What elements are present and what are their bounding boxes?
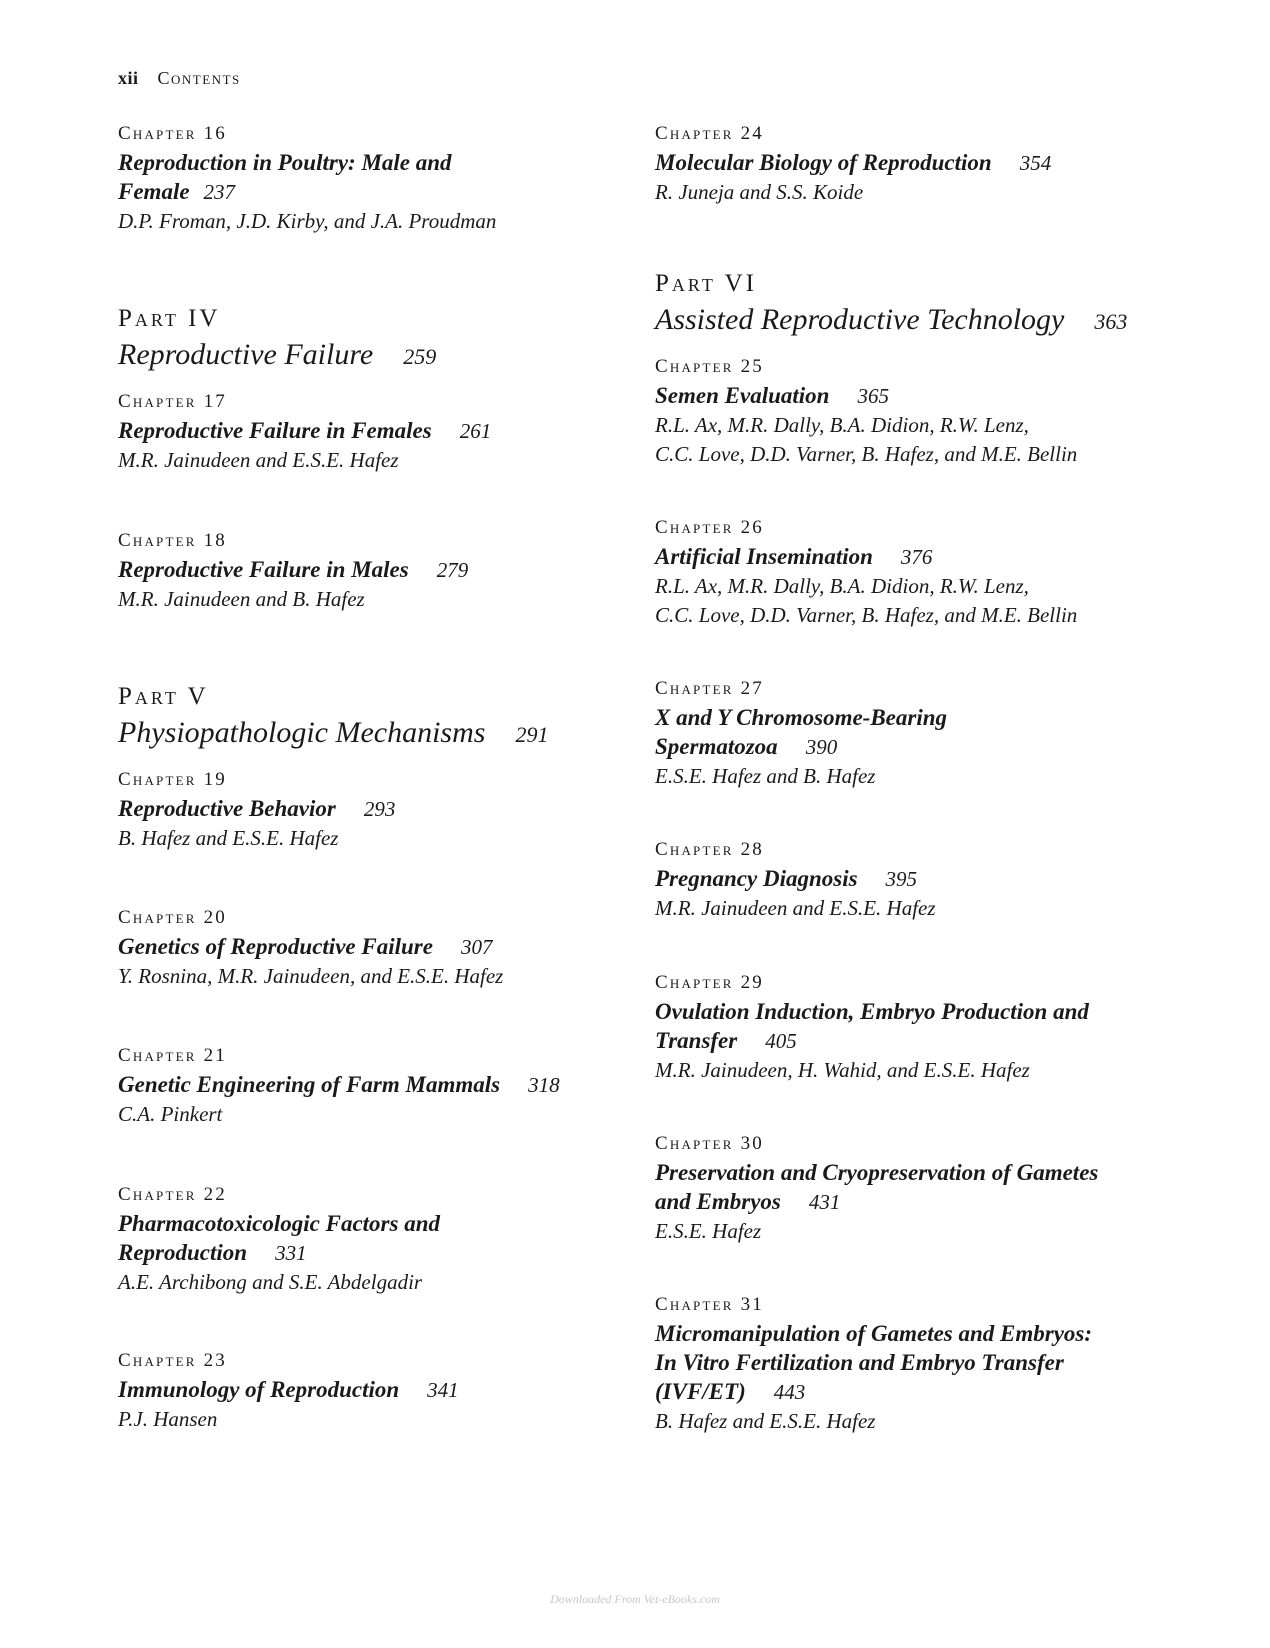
chapter-title-line: Micromanipulation of Gametes and Embryos: bbox=[655, 1321, 1093, 1346]
chapter-label: Chapter 29 bbox=[655, 972, 764, 993]
chapter-authors: M.R. Jainudeen and B. Hafez bbox=[118, 587, 365, 611]
chapter-26-entry bbox=[655, 514, 1175, 630]
page-number: 307 bbox=[460, 935, 493, 959]
page-number: 376 bbox=[900, 545, 933, 569]
chapter-title-line: Spermatozoa bbox=[655, 734, 778, 759]
chapter-authors: R. Juneja and S.S. Koide bbox=[655, 180, 864, 204]
page-number: 237 bbox=[203, 180, 236, 204]
chapter-17-entry bbox=[118, 388, 618, 475]
chapter-label: Chapter 17 bbox=[118, 391, 227, 412]
chapter-title bbox=[118, 1375, 618, 1405]
chapter-title-line: Reproduction in Poultry: Male and bbox=[118, 150, 452, 175]
chapter-title-line: Preservation and Cryopreservation of Gametes bbox=[655, 1160, 1099, 1185]
chapter-title-text: Reproductive Behavior bbox=[118, 796, 336, 821]
chapter-28-entry bbox=[655, 836, 1175, 923]
chapter-title bbox=[655, 381, 1175, 411]
chapter-title bbox=[655, 997, 1175, 1056]
chapter-authors: A.E. Archibong and S.E. Abdelgadir bbox=[118, 1270, 423, 1294]
chapter-title-line: Female bbox=[118, 179, 190, 204]
chapter-label: Chapter 21 bbox=[118, 1045, 227, 1066]
chapter-title-text: Reproductive Failure in Females bbox=[118, 418, 432, 443]
chapter-label: Chapter 19 bbox=[118, 769, 227, 790]
chapter-title-text: Pregnancy Diagnosis bbox=[655, 866, 858, 891]
part-title-text: Physiopathologic Mechanisms bbox=[118, 716, 486, 749]
chapter-authors: C.A. Pinkert bbox=[118, 1102, 223, 1126]
part-6-entry bbox=[655, 268, 1175, 342]
chapter-title-line: X and Y Chromosome-Bearing bbox=[655, 705, 948, 730]
page-number: 390 bbox=[805, 735, 838, 759]
chapter-label: Chapter 23 bbox=[118, 1350, 227, 1371]
part-title-text: Assisted Reproductive Technology bbox=[655, 303, 1065, 336]
chapter-22-entry bbox=[118, 1181, 618, 1297]
chapter-authors: B. Hafez and E.S.E. Hafez bbox=[118, 826, 339, 850]
chapter-title-text: Semen Evaluation bbox=[655, 383, 830, 408]
part-title bbox=[118, 713, 618, 755]
page-number: 259 bbox=[403, 344, 437, 369]
chapter-29-entry bbox=[655, 969, 1175, 1085]
chapter-title bbox=[655, 148, 1175, 178]
chapter-authors: Y. Rosnina, M.R. Jainudeen, and E.S.E. Hafez bbox=[118, 964, 504, 988]
chapter-label: Chapter 18 bbox=[118, 530, 227, 551]
chapter-title bbox=[655, 1319, 1175, 1407]
part-title bbox=[655, 300, 1175, 342]
chapter-title bbox=[118, 932, 618, 962]
page-number: 395 bbox=[885, 867, 918, 891]
page-number: 261 bbox=[459, 419, 492, 443]
chapter-label: Chapter 28 bbox=[655, 839, 764, 860]
chapter-27-entry bbox=[655, 675, 1175, 791]
page-number: 405 bbox=[765, 1029, 797, 1053]
chapter-title bbox=[655, 864, 1175, 894]
chapter-title-text: Genetics of Reproductive Failure bbox=[118, 934, 433, 959]
page-number: 331 bbox=[275, 1241, 307, 1265]
chapter-authors-line: R.L. Ax, M.R. Dally, B.A. Didion, R.W. Lenz, bbox=[655, 574, 1029, 598]
part-title-text: Reproductive Failure bbox=[118, 338, 374, 371]
running-head bbox=[118, 68, 241, 89]
part-label: Part VI bbox=[655, 270, 758, 297]
page-number: 279 bbox=[436, 558, 469, 582]
page-number: 341 bbox=[427, 1378, 459, 1402]
chapter-19-entry bbox=[118, 766, 618, 853]
chapter-30-entry bbox=[655, 1130, 1175, 1246]
chapter-label: Chapter 22 bbox=[118, 1184, 227, 1205]
page-number: 354 bbox=[1019, 151, 1052, 175]
page-number: 443 bbox=[773, 1380, 806, 1404]
chapter-20-entry bbox=[118, 904, 618, 991]
page-number: 431 bbox=[808, 1190, 841, 1214]
chapter-16-entry bbox=[118, 120, 618, 236]
chapter-title-text: Molecular Biology of Reproduction bbox=[655, 150, 992, 175]
chapter-label: Chapter 27 bbox=[655, 678, 764, 699]
chapter-label: Chapter 16 bbox=[118, 123, 227, 144]
chapter-authors: P.J. Hansen bbox=[118, 1407, 218, 1431]
chapter-21-entry bbox=[118, 1042, 618, 1129]
chapter-authors: M.R. Jainudeen and E.S.E. Hafez bbox=[655, 896, 936, 920]
chapter-label: Chapter 31 bbox=[655, 1294, 764, 1315]
running-head-title: Contents bbox=[157, 68, 241, 88]
chapter-title bbox=[655, 703, 1175, 762]
part-label: Part V bbox=[118, 683, 209, 710]
chapter-title-text: Reproductive Failure in Males bbox=[118, 557, 409, 582]
chapter-label: Chapter 30 bbox=[655, 1133, 764, 1154]
chapter-title-line: Transfer bbox=[655, 1028, 738, 1053]
part-label: Part IV bbox=[118, 305, 221, 332]
part-4-entry bbox=[118, 303, 618, 377]
chapter-23-entry bbox=[118, 1347, 618, 1434]
page-number: 293 bbox=[363, 797, 396, 821]
chapter-authors: E.S.E. Hafez and B. Hafez bbox=[655, 764, 876, 788]
chapter-title-text: Immunology of Reproduction bbox=[118, 1377, 400, 1402]
chapter-title-text: Genetic Engineering of Farm Mammals bbox=[118, 1072, 501, 1097]
download-watermark: Downloaded From Vet-eBooks.com bbox=[550, 1592, 720, 1606]
chapter-24-entry bbox=[655, 120, 1175, 207]
chapter-title-line: In Vitro Fertilization and Embryo Transfer bbox=[655, 1350, 1064, 1375]
chapter-title bbox=[118, 416, 618, 446]
chapter-25-entry bbox=[655, 353, 1175, 469]
chapter-authors: M.R. Jainudeen, H. Wahid, and E.S.E. Hafez bbox=[655, 1058, 1030, 1082]
chapter-title-line: (IVF/ET) bbox=[655, 1379, 746, 1404]
chapter-title-line: Reproduction bbox=[118, 1240, 248, 1265]
chapter-title-line: Pharmacotoxicologic Factors and bbox=[118, 1211, 440, 1236]
chapter-authors: D.P. Froman, J.D. Kirby, and J.A. Proudman bbox=[118, 209, 497, 233]
page-number: 363 bbox=[1094, 309, 1128, 334]
chapter-label: Chapter 25 bbox=[655, 356, 764, 377]
chapter-authors-line: R.L. Ax, M.R. Dally, B.A. Didion, R.W. Lenz, bbox=[655, 413, 1029, 437]
page-number: 365 bbox=[857, 384, 889, 408]
chapter-authors-line: C.C. Love, D.D. Varner, B. Hafez, and M.E. Bellin bbox=[655, 442, 1078, 466]
chapter-label: Chapter 26 bbox=[655, 517, 764, 538]
chapter-title bbox=[118, 555, 618, 585]
chapter-title bbox=[118, 148, 618, 207]
chapter-title bbox=[655, 1158, 1175, 1217]
chapter-authors: M.R. Jainudeen and E.S.E. Hafez bbox=[118, 448, 399, 472]
chapter-18-entry bbox=[118, 527, 618, 614]
chapter-title bbox=[118, 1070, 618, 1100]
chapter-title bbox=[118, 794, 618, 824]
page-number: 291 bbox=[515, 722, 549, 747]
chapter-authors-line: C.C. Love, D.D. Varner, B. Hafez, and M.E. Bellin bbox=[655, 603, 1078, 627]
chapter-title-line: and Embryos bbox=[655, 1189, 781, 1214]
chapter-authors: E.S.E. Hafez bbox=[655, 1219, 762, 1243]
chapter-title bbox=[118, 1209, 618, 1268]
chapter-title bbox=[655, 542, 1175, 572]
page-folio: xii bbox=[118, 68, 139, 88]
chapter-31-entry bbox=[655, 1291, 1175, 1436]
chapter-label: Chapter 24 bbox=[655, 123, 764, 144]
chapter-authors: B. Hafez and E.S.E. Hafez bbox=[655, 1409, 876, 1433]
part-5-entry bbox=[118, 681, 618, 755]
chapter-label: Chapter 20 bbox=[118, 907, 227, 928]
part-title bbox=[118, 335, 618, 377]
page-number: 318 bbox=[528, 1073, 560, 1097]
chapter-title-text: Artificial Insemination bbox=[655, 544, 873, 569]
chapter-title-line: Ovulation Induction, Embryo Production and bbox=[655, 999, 1089, 1024]
